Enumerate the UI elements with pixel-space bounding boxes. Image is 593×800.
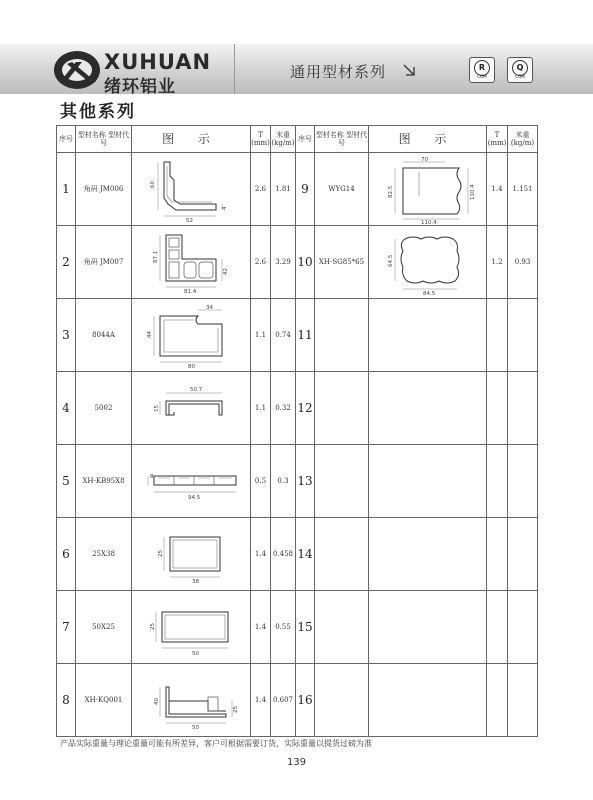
profile-drawing-empty — [369, 445, 487, 518]
thickness-value — [487, 445, 508, 518]
header-thickness: T (mm) — [487, 126, 508, 153]
cert-badge-q — [507, 57, 533, 83]
table-row — [57, 518, 538, 591]
profile-5002-drawing — [136, 375, 246, 441]
profile-name — [315, 591, 369, 664]
dim-label: 44 — [147, 331, 153, 338]
profile-jm007-drawing — [136, 229, 246, 295]
weight-value — [508, 372, 538, 445]
profile-name: 角码 JM007 — [76, 226, 132, 299]
thickness-value: 1.4 — [251, 664, 271, 737]
thickness-value: 1.4 — [251, 518, 271, 591]
weight-value: 3.29 — [271, 226, 296, 299]
profile-name: 25X38 — [76, 518, 132, 591]
profile-25x38-drawing — [136, 521, 246, 587]
profile-spec-table — [56, 125, 538, 737]
row-number: 10 — [296, 226, 315, 299]
thickness-value: 1.2 — [487, 226, 508, 299]
table-row — [57, 591, 538, 664]
row-number: 6 — [57, 518, 76, 591]
profile-drawing-empty — [369, 591, 487, 664]
row-number: 15 — [296, 591, 315, 664]
dim-label: 50 — [192, 651, 199, 657]
profile-drawing — [132, 664, 251, 737]
thickness-value: 1.1 — [251, 299, 271, 372]
table-row — [57, 226, 538, 299]
header-name: 型材名称 型材代号 — [315, 126, 369, 153]
brand-name-cn: 绪环铝业 — [104, 77, 176, 97]
dim-label: 42 — [223, 268, 229, 275]
cert-sub: COM — [515, 74, 525, 79]
table-row — [57, 372, 538, 445]
header-figure: 图 示 — [132, 126, 251, 153]
thickness-value: 1.4 — [487, 153, 508, 226]
thickness-value — [487, 518, 508, 591]
weight-value: 0.3 — [271, 445, 296, 518]
profile-name — [315, 664, 369, 737]
profile-drawing — [369, 226, 487, 299]
thickness-value: 1.1 — [251, 372, 271, 445]
dim-label: 34 — [206, 305, 213, 311]
row-number: 9 — [296, 153, 315, 226]
profile-xh-sg85-drawing — [373, 229, 483, 295]
thickness-value: 1.4 — [251, 591, 271, 664]
header-thickness: T (mm) — [251, 126, 271, 153]
row-number: 7 — [57, 591, 76, 664]
profile-name — [315, 518, 369, 591]
dim-label: 15 — [154, 405, 160, 412]
profile-drawing — [369, 153, 487, 226]
cert-sub: COM — [477, 74, 487, 79]
weight-value — [508, 664, 538, 737]
profile-name: 角码 JM006 — [76, 153, 132, 226]
weight-value — [508, 591, 538, 664]
table-row — [57, 299, 538, 372]
row-number: 11 — [296, 299, 315, 372]
thickness-value — [487, 299, 508, 372]
row-number: 3 — [57, 299, 76, 372]
profile-drawing-empty — [369, 299, 487, 372]
row-number: 4 — [57, 372, 76, 445]
profile-name — [315, 445, 369, 518]
dim-label: 70 — [420, 157, 428, 163]
dim-label: 38 — [192, 579, 199, 585]
dim-label: 80 — [188, 364, 195, 370]
thickness-value: 0.5 — [251, 445, 271, 518]
dim-label: 110.4 — [469, 184, 476, 200]
profile-name: 50X25 — [76, 591, 132, 664]
dim-label: 25 — [150, 623, 156, 630]
header-weight: 米重 (kg/m) — [508, 126, 538, 153]
profile-name: WYG14 — [315, 153, 369, 226]
profile-name: XH-KB95X8 — [76, 445, 132, 518]
footnote: 产品实际重量与理论重量可能有所差异，客户可根据需要订货，实际重量以提货过磅为准 — [60, 739, 372, 748]
profile-name — [315, 299, 369, 372]
row-number: 2 — [57, 226, 76, 299]
dim-label: 94.5 — [188, 495, 201, 501]
dim-label: 8 — [150, 474, 154, 480]
profile-drawing-empty — [369, 372, 487, 445]
row-number: 16 — [296, 664, 315, 737]
dim-label: 50 — [192, 725, 199, 731]
weight-value: 0.93 — [508, 226, 538, 299]
arrow-down-right-icon — [402, 63, 416, 77]
row-number: 14 — [296, 518, 315, 591]
row-number: 5 — [57, 445, 76, 518]
profile-name: 8044A — [76, 299, 132, 372]
weight-value: 1.81 — [271, 153, 296, 226]
weight-value: 0.32 — [271, 372, 296, 445]
weight-value: 0.74 — [271, 299, 296, 372]
page-number: 139 — [286, 757, 307, 768]
weight-value — [508, 445, 538, 518]
dim-label: 4 — [222, 206, 228, 210]
dim-label: 25 — [233, 706, 239, 713]
dim-label: 110.4 — [420, 220, 437, 226]
brand-name-en: XUHUAN — [104, 50, 212, 74]
profile-name: XH-SG85*65 — [315, 226, 369, 299]
thickness-value — [487, 591, 508, 664]
header-figure: 图 示 — [369, 126, 487, 153]
profile-50x25-drawing — [136, 594, 246, 660]
weight-value — [508, 518, 538, 591]
header-name: 型材名称 型材代号 — [76, 126, 132, 153]
dim-label: 84.5 — [422, 291, 435, 297]
profile-drawing — [132, 226, 251, 299]
profile-drawing — [132, 518, 251, 591]
thickness-value: 2.6 — [251, 226, 271, 299]
header-seq: 序号 — [57, 126, 76, 153]
profile-drawing — [132, 372, 251, 445]
profile-drawing — [132, 591, 251, 664]
profile-drawing-empty — [369, 664, 487, 737]
xuhuan-logo-icon — [52, 48, 102, 92]
table-row — [57, 664, 538, 737]
thickness-value — [487, 664, 508, 737]
header-divider — [234, 44, 235, 94]
profile-drawing — [132, 153, 251, 226]
table-row — [57, 153, 538, 226]
dim-label: 81.4 — [184, 289, 197, 295]
profile-name: XH-KQ001 — [76, 664, 132, 737]
table-header-row — [57, 126, 538, 153]
dim-label: 52 — [186, 218, 193, 224]
profile-jm006-drawing — [136, 156, 246, 222]
dim-label: 50.7 — [190, 387, 203, 393]
series-title: 通用型材系列 — [290, 63, 387, 81]
profile-wyg14-drawing — [373, 156, 483, 226]
cert-letter: R — [474, 60, 490, 76]
row-number: 13 — [296, 445, 315, 518]
dim-label: 87.1 — [153, 250, 159, 263]
cert-letter: Q — [512, 60, 528, 76]
thickness-value: 2.6 — [251, 153, 271, 226]
thickness-value — [487, 372, 508, 445]
dim-label: 64.5 — [387, 254, 394, 267]
profile-xh-kb95x8-drawing — [136, 448, 246, 514]
table-row — [57, 445, 538, 518]
header-seq: 序号 — [296, 126, 315, 153]
profile-drawing — [132, 445, 251, 518]
cert-badge-r — [469, 57, 495, 83]
profile-drawing-empty — [369, 518, 487, 591]
profile-name — [315, 372, 369, 445]
page-subtitle: 其他系列 — [60, 102, 136, 122]
dim-label: 60 — [150, 181, 156, 188]
profile-name: 5002 — [76, 372, 132, 445]
dim-label: 25 — [158, 550, 164, 557]
weight-value — [508, 299, 538, 372]
weight-value: 0.458 — [271, 518, 296, 591]
dim-label: 82.5 — [387, 185, 394, 198]
profile-8044a-drawing — [136, 302, 246, 368]
row-number: 12 — [296, 372, 315, 445]
row-number: 1 — [57, 153, 76, 226]
profile-drawing — [132, 299, 251, 372]
dim-label: 40 — [154, 698, 160, 705]
weight-value: 1.151 — [508, 153, 538, 226]
weight-value: 0.607 — [271, 664, 296, 737]
row-number: 8 — [57, 664, 76, 737]
weight-value: 0.55 — [271, 591, 296, 664]
header-weight: 米重 (kg/m) — [271, 126, 296, 153]
profile-xh-kq001-drawing — [136, 667, 246, 733]
